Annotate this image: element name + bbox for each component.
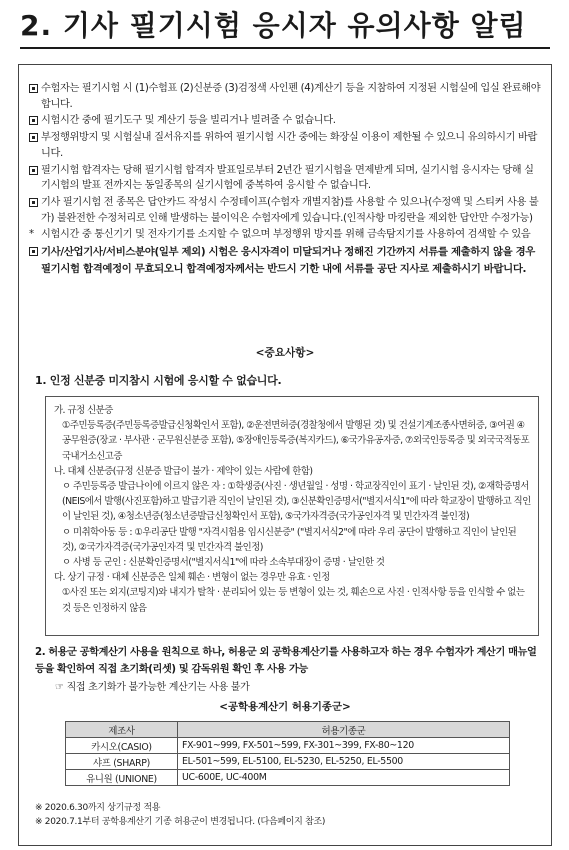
table-cell-models: EL-501~599, EL-5100, EL-5230, EL-5250, EL-5500 <box>178 754 510 770</box>
table-header-row <box>66 722 510 738</box>
notice-item <box>29 113 543 129</box>
table-cell-models: FX-901~999, FX-501~599, FX-301~399, FX-80~120 <box>178 738 510 754</box>
important-heading: <중요사항> <box>255 347 315 359</box>
notice-list <box>29 81 543 279</box>
table-header: 제조사 <box>66 722 178 738</box>
id-rule-line: 다. 상기 규정 · 대체 신분증은 일체 훼손 · 변형이 없는 경우만 유효 · 인정 <box>54 572 330 584</box>
id-rule-line: ㅇ 사병 등 군인 : 신분확인증명서("별지서식1"에 따라 소속부대장이 증명 · 날인한 것 <box>62 557 385 569</box>
table-cell-models: UC-600E, UC-400M <box>178 770 510 786</box>
square-bullet-icon <box>29 84 38 93</box>
section2-note-text: 직접 초기화가 불가능한 계산기는 사용 불가 <box>66 682 250 693</box>
notice-text: 필기시험 합격자는 당해 필기시험 합격자 발표일로부터 2년간 필기시험을 면제받게 되며, 실기시험 응시자는 당해 실기시험의 발표 전까지는 동일종목의 실기시험에 중복하여 응시할 수 없습니다. <box>41 164 534 192</box>
id-rule-line: ㅇ 미취학아동 등 : ①우리공단 발행 "자격시험용 임시신분증" ("별지서식2"에 따라 우리 공단이 발행하고 직인이 날인된 것), ②국가자격증(국가공인자격 및 민간자격 불인정) <box>62 526 517 553</box>
id-rule-line: 나. 대체 신분증(규정 신분증 발급이 불가 · 제약이 있는 사람에 한함) <box>54 465 313 477</box>
notice-text: 기사/산업기사/서비스분야(일부 제외) 시험은 응시자격이 미달되거나 정해진 기간까지 서류를 제출하지 않을 경우 필기시험 합격예정이 무효되오니 합격예정자께서는 반드시 기한 내에 서류를 공단 지사로 제출하시기 바랍니다. <box>41 246 535 276</box>
asterisk-icon: * <box>29 229 34 241</box>
table-header: 허용기종군 <box>178 722 510 738</box>
section2-lead-text: 2. 허용군 공학계산기 사용을 원칙으로 하나, 허용군 외 공학용계산기를 사용하고자 하는 경우 수험자가 계산기 매뉴얼 등을 확인하여 직접 초기화(리셋) 및 감독위원 확인 후 사용 가능 <box>35 647 537 675</box>
table-cell-maker: 카시오(CASIO) <box>66 738 178 754</box>
table-row <box>66 738 510 754</box>
notice-text: 기사 필기시험 전 종목은 답안카드 작성시 수정테이프(수험자 개별지참)를 사용할 수 있으나(수정액 및 스티커 사용 불가) 불완전한 수정처리로 인해 발생하는 불이익은 수험자에게 있습니다.(인적사항 마킹란을 제외한 답안만 수정가능) <box>41 196 539 224</box>
table-row <box>66 770 510 786</box>
table-cell-maker: 유니원 (UNIONE) <box>66 770 178 786</box>
footnote: ※ 2020.6.30까지 상기규정 적용 <box>35 803 161 813</box>
square-bullet-icon <box>29 116 38 125</box>
table-cell-maker: 샤프 (SHARP) <box>66 754 178 770</box>
calculator-table-title: <공학용계산기 허용기종군> <box>219 701 351 713</box>
calculator-table <box>65 721 510 786</box>
section2-lead <box>35 645 541 678</box>
id-rule-line: ①사진 또는 외지(코팅지)와 내지가 탈착 · 분리되어 있는 등 변형이 있는 것, 훼손으로 사진 · 인적사항 등을 인식할 수 없는 것 등은 인정하지 않음 <box>62 587 525 614</box>
notice-item <box>29 130 543 161</box>
notice-item <box>29 163 543 194</box>
title-rule <box>20 47 550 49</box>
footnotes <box>35 801 325 829</box>
notice-item <box>29 227 543 243</box>
notice-text: 수험자는 필기시험 시 (1)수험표 (2)신분증 (3)검정색 사인펜 (4)계산기 등을 지참하여 지정된 시험실에 입실 완료해야 합니다. <box>41 83 541 110</box>
notice-item <box>29 244 543 278</box>
id-rule-line: ㅇ 주민등록증 발급나이에 이르지 않은 자 : ①학생증(사진 · 생년월일 · 성명 · 학교장직인이 표기 · 날인된 것), ②재학증명서(NEIS에서 발행(사진포함)하고 발급기관 직인이 날인된 것), ③신분확인증명서("별지서식1"에 따라 학교장이 발행하고 직인이 날인된 것), ④청소년증(청소년증발급신청확인서 포함), ⑤국가자격증(국가공인자격 및 민간자격 불인정) <box>62 481 531 523</box>
id-card-rules-box <box>45 396 539 636</box>
id-rule-line: 가. 규정 신분증 <box>54 405 113 416</box>
notice-box <box>18 64 552 846</box>
notice-item <box>29 195 543 226</box>
square-bullet-icon <box>29 133 38 142</box>
pointing-hand-icon: ☞ <box>55 682 64 693</box>
square-bullet-icon <box>29 198 38 207</box>
footnote: ※ 2020.7.1부터 공학용계산기 기종 허용군이 변경됩니다. (다음페이지 참조) <box>35 817 326 827</box>
notice-text: 부정행위방지 및 시험실내 질서유지를 위하여 필기시험 시간 중에는 화장실 이용이 제한될 수 있으니 유의하시기 바랍니다. <box>41 132 538 159</box>
square-bullet-icon <box>29 166 38 175</box>
page-title: 2. 기사 필기시험 응시자 유의사항 알림 <box>20 9 527 42</box>
notice-text: 시험시간 중에 필기도구 및 계산기 등을 빌리거나 빌려줄 수 없습니다. <box>41 115 336 127</box>
section1-heading: 1. 인정 신분증 미지참시 시험에 응시할 수 없습니다. <box>35 374 282 387</box>
square-bullet-icon <box>29 247 38 256</box>
section2-note <box>55 678 249 693</box>
notice-item <box>29 81 543 112</box>
notice-text: 시험시간 중 통신기기 및 전자기기를 소지할 수 없으며 부정행위 방지를 위해 금속탐지기를 사용하여 검색할 수 있음 <box>41 229 531 241</box>
table-row <box>66 754 510 770</box>
id-rule-line: ①주민등록증(주민등록증발급신청확인서 포함), ②운전면허증(경찰청에서 발행된 것) 및 건설기계조종사면허증, ③여권 ④공무원증(장교 · 부사관 · 군무원신분증 포함), ⑤장애인등록증(복지카드), ⑥국가유공자증, ⑦외국인등록증 및 외국국적동포국내거소신고증 <box>62 420 530 462</box>
